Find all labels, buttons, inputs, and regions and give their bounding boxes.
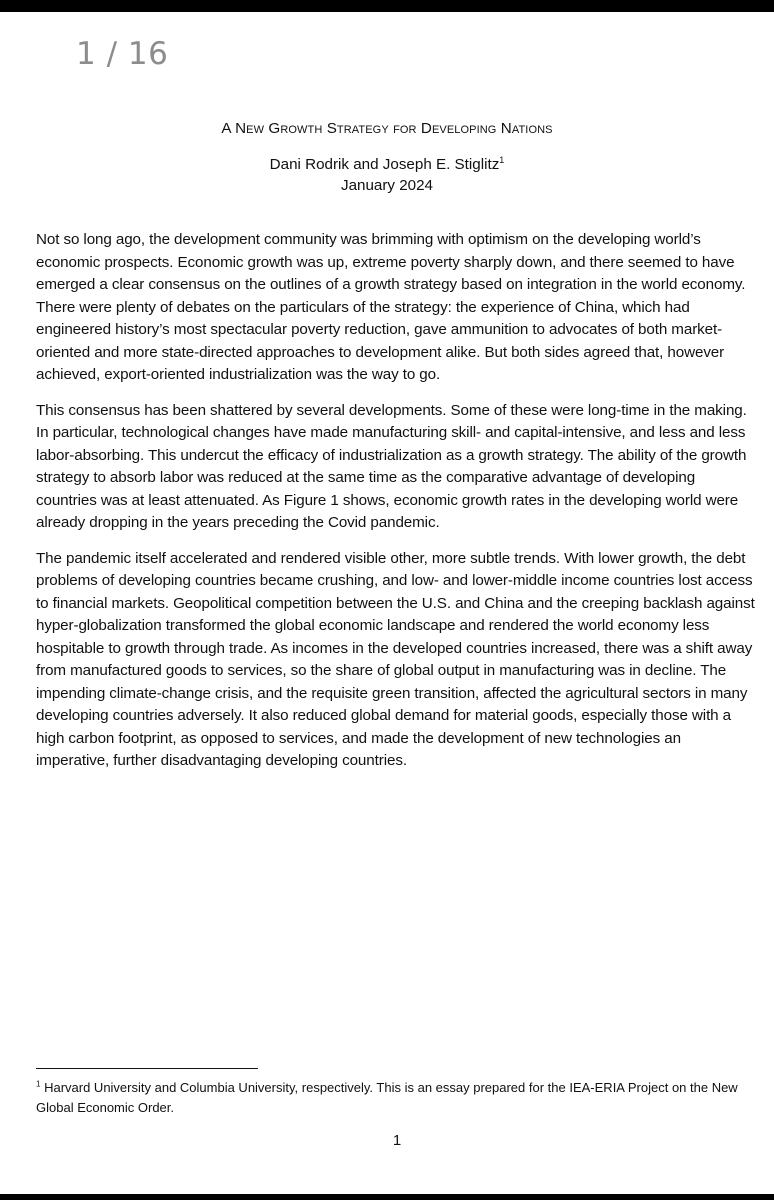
- author-footnote-mark[interactable]: 1: [499, 154, 505, 165]
- document-title: A New Growth Strategy for Developing Nations: [221, 120, 553, 137]
- paragraph-1: Not so long ago, the development community was brimming with optimism on the developing world’s economic prospects. Economic growth was up, extreme poverty sharply down, and there seemed to have emerged a clear consensus on the outlines of a growth strategy based on integration in the world economy. There were plenty of debates on the particulars of the strategy: the experience of China, which had engineered history’s most spectacular poverty reduction, gave ammunition to advocates of both market-oriented and more state-directed approaches to development alike. But both sides agreed that, however achieved, export-oriented industrialization was the way to go.: [36, 231, 746, 383]
- paragraph-2: This consensus has been shattered by several developments. Some of these were long-time in the making. In particular, technological changes have made manufacturing skill- and capital-intensive, and less and less labor-absorbing. This undercut the efficacy of industrialization as a growth strategy. The ability of the growth strategy to absorb labor was reduced at the same time as the comparative advantage of developing countries was at least attenuated. As Figure 1 shows, economic growth rates in the developing world were already dropping in the years preceding the Covid pandemic.: [36, 401, 747, 531]
- footnote: [36, 1078, 758, 1118]
- page-number: 1: [392, 1132, 402, 1149]
- page-indicator: 1 / 16: [76, 36, 169, 72]
- footnote-text: Harvard University and Columbia University, respectively. This is an essay prepared for the IEA-ERIA Project on the New Global Economic Order.: [36, 1080, 738, 1115]
- document-date: January 2024: [340, 177, 434, 194]
- paragraph-3: The pandemic itself accelerated and rendered visible other, more subtle trends. With lower growth, the debt problems of developing countries became crushing, and low- and lower-middle income countries lost access to financial markets. Geopolitical competition between the U.S. and China and the creeping backlash against hyper-globalization transformed the global economic landscape and rendered the world economy less hospitable to growth through trade. As incomes in the developed countries increased, there was a shift away from manufactured goods to services, so the share of global output in manufacturing was in decline. The impending climate-change crisis, and the requisite green transition, affected the agricultural sectors in many developing countries adversely. It also reduced global demand for material goods, especially those with a high carbon footprint, as opposed to services, and made the development of new technologies an imperative, further disadvantaging developing countries.: [36, 549, 755, 769]
- authors: Dani Rodrik and Joseph E. Stiglitz: [269, 156, 500, 173]
- document-page: [0, 12, 774, 1194]
- authors-line: [0, 154, 774, 175]
- footnote-mark: 1: [36, 1079, 41, 1089]
- body-text: [36, 229, 758, 786]
- footnote-divider: [36, 1068, 258, 1069]
- authors-block: [0, 154, 774, 196]
